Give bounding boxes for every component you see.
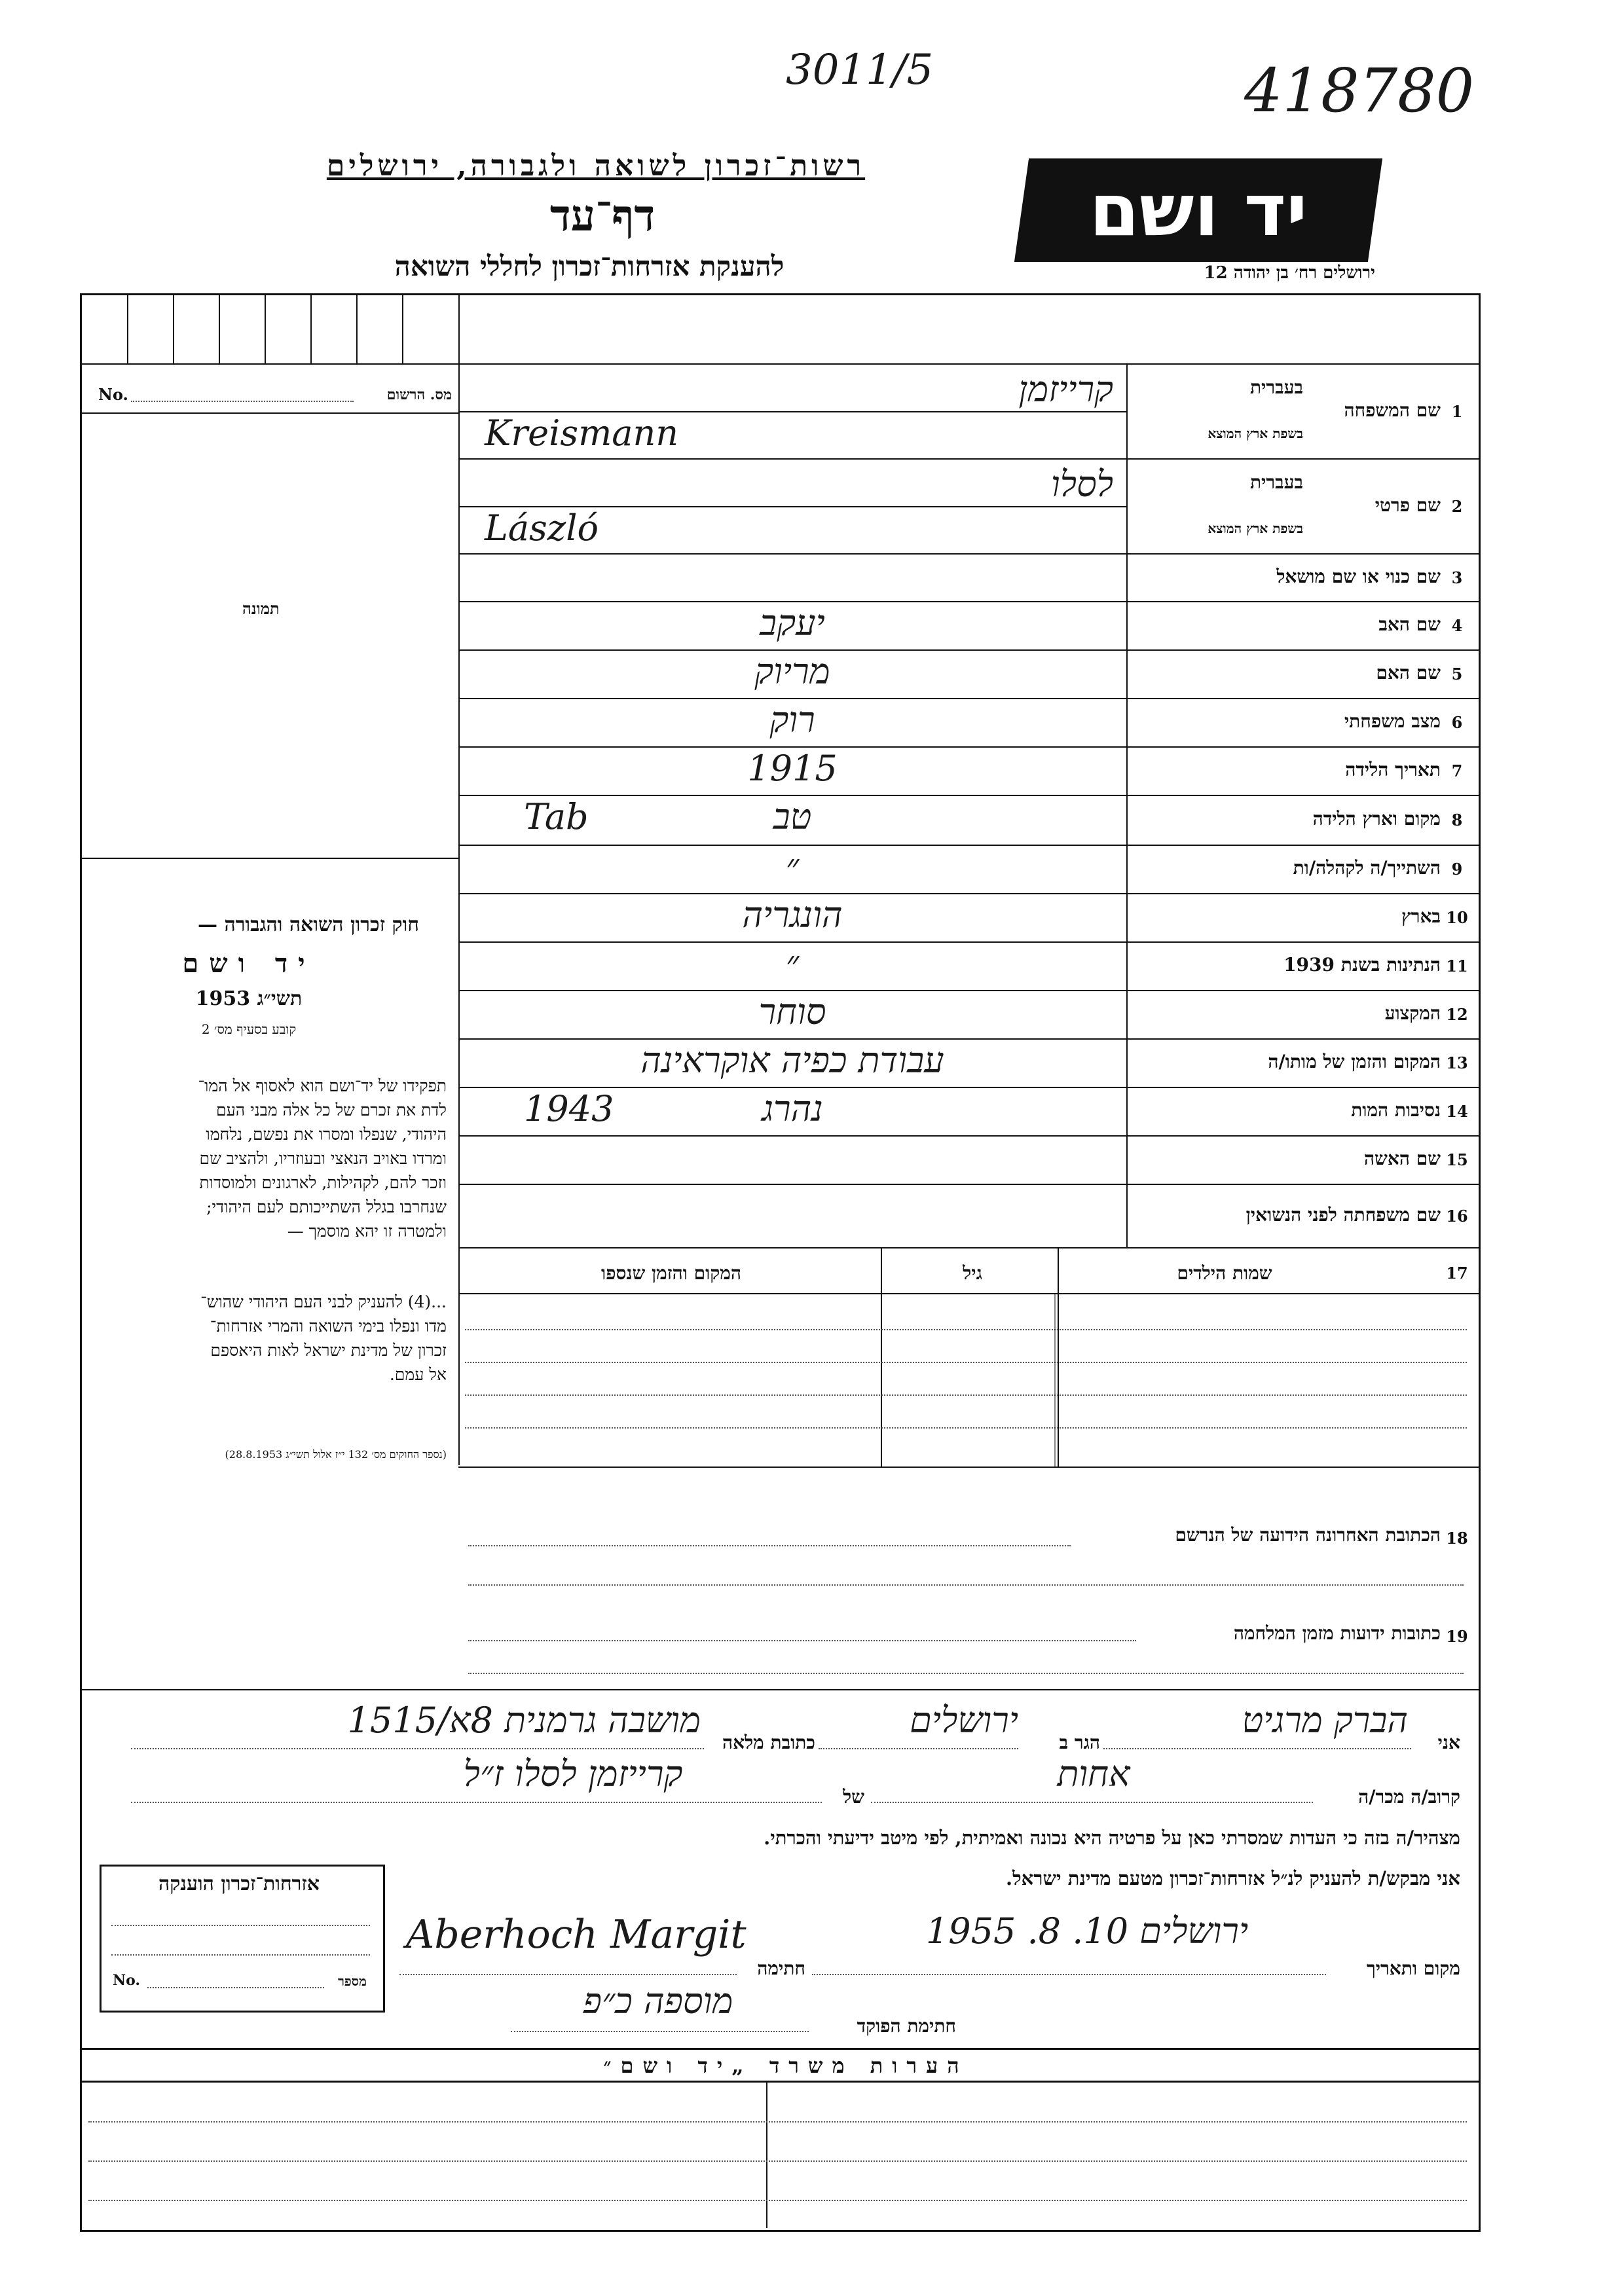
field-label: המקום והזמן של מותו/ה — [1268, 1051, 1441, 1072]
law-title: חוק זכרון השואה והגבורה — — [198, 913, 419, 936]
law-line: אל עמם. — [389, 1365, 447, 1384]
law-line: ...(4) להעניק לבני העם היהודי שהוש־ — [200, 1292, 447, 1311]
decl-statement-1: מצהיר/ה בזה כי העדות שמסרתי כאן על פרטיה היא נכונה ואמיתית, לפי מיטב ידיעתי והכרתי. — [764, 1827, 1460, 1849]
law-name: יד ושם — [182, 948, 316, 979]
field-value-latin: Tab — [524, 796, 589, 837]
row-divider — [458, 553, 1479, 555]
record-number-stamp: 418780 — [1244, 56, 1475, 126]
field-label: הנתינות בשנת 1939 — [1283, 954, 1441, 975]
field-value: ״ — [785, 846, 800, 887]
signature-value: Aberhoch Margit — [406, 1912, 747, 1958]
field-number: 10 — [1446, 908, 1468, 927]
decl-of-label: של — [843, 1786, 864, 1808]
decl-address-label: כתובת מלאה — [722, 1732, 815, 1753]
field-value: 1915 — [747, 748, 838, 789]
law-line: ולמטרה זו יהא מוסמך — — [287, 1222, 447, 1241]
form-title: דף־עד — [549, 190, 655, 241]
field-number: 9 — [1451, 860, 1463, 879]
decl-of-value: קרייזמן לסלו ז״ל — [463, 1753, 683, 1795]
row-divider — [458, 458, 1479, 460]
signature-label: חתימה — [757, 1958, 805, 1979]
field-number: 13 — [1446, 1053, 1468, 1072]
field-number: 17 — [1446, 1264, 1468, 1283]
field-label: שם האב — [1378, 613, 1441, 635]
field-sub-origin: בשפת ארץ המוצא — [1208, 426, 1303, 441]
field-label: המקצוע — [1384, 1002, 1441, 1024]
decl-i-value: הברק מרגיט — [1242, 1700, 1408, 1741]
law-line: זכרון של מדינת ישראל לאות היאספם — [210, 1341, 447, 1360]
decl-i-label: אני — [1437, 1732, 1460, 1753]
decl-relative-value: אחות — [1057, 1753, 1130, 1795]
field-number: 3 — [1451, 568, 1463, 587]
law-line: תפקידו של יד־ושם הוא לאסוף אל המו־ — [198, 1076, 447, 1095]
office-notes-title: הערות משרד „יד ושם״ — [603, 2053, 969, 2078]
children-age-header: גיל — [963, 1262, 982, 1284]
place-date-value: ירושלים 10. 8. 1955 — [925, 1910, 1249, 1952]
logo-address: ירושלים רח׳ בן יהודה 12 — [1204, 263, 1375, 283]
field-value: הונגריה — [742, 894, 843, 936]
field-value: קרייזמן — [1018, 369, 1113, 410]
field-number: 2 — [1451, 496, 1463, 516]
place-date-label: מקום ותאריך — [1366, 1958, 1460, 1979]
law-line: לדת את זכרם של כל אלה מבני העם — [216, 1101, 447, 1120]
field-value: ״ — [785, 943, 800, 984]
cert-box-title: אזרחות־זכרון הוענקה — [158, 1872, 320, 1895]
reg-boxes — [81, 295, 458, 363]
field-number: 6 — [1451, 713, 1463, 732]
field-number: 16 — [1446, 1206, 1468, 1226]
field-value-latin: László — [485, 507, 599, 549]
decl-resides-label: הגר ב — [1059, 1732, 1100, 1753]
field-label: שם האשה — [1363, 1148, 1441, 1169]
form-subtitle: להענקת אזרחות־זכרון לחללי השואה — [394, 250, 784, 282]
field-number: 4 — [1451, 616, 1463, 635]
children-place-header: המקום והזמן שנספו — [601, 1262, 741, 1284]
logo-text: יד ושם — [1089, 168, 1308, 252]
field-label: בארץ — [1401, 905, 1441, 927]
law-line: וזכר להם, לקהילות, לארגונים ולמוסדות — [199, 1173, 447, 1192]
field-number: 12 — [1446, 1005, 1468, 1024]
field-number: 18 — [1446, 1529, 1468, 1548]
decl-relative-label: קרוב/ה מכר/ה — [1358, 1786, 1460, 1808]
field-value: מריוק — [754, 651, 830, 692]
field-label: שם משפחתה לפני הנשואין — [1246, 1203, 1441, 1226]
field-number: 15 — [1446, 1150, 1468, 1169]
law-line: היהודי, שנפלו ומסרו את נפשם, נלחמו — [206, 1125, 447, 1144]
archive-number-stamp: 3011/5 — [786, 46, 934, 94]
field-sub-hebrew: בעברית — [1249, 471, 1303, 493]
law-year: תשי״ג 1953 — [195, 987, 303, 1010]
field-sub-hebrew: בעברית — [1249, 376, 1303, 398]
law-para-1 — [86, 1074, 447, 1243]
law-para-2 — [86, 1290, 447, 1387]
field-label: שם המשפחה — [1344, 399, 1441, 421]
field-value: סוחר — [758, 991, 826, 1032]
law-line: שנחרבו בגלל השתייכותם לעם היהודי; — [206, 1197, 447, 1216]
children-names-header: שמות הילדים — [1177, 1262, 1272, 1284]
reg-no-heb-label: מס. הרשום — [386, 386, 452, 403]
field-value-latin: Kreismann — [485, 412, 679, 454]
field-value: עבודת כפיה אוקראינה — [640, 1040, 944, 1081]
field-label: תאריך הלידה — [1345, 759, 1441, 780]
field-value: לסלו — [1050, 464, 1113, 505]
field-label: השתייך/ה לקהלה/ות — [1293, 857, 1441, 879]
field-number: 11 — [1446, 957, 1468, 975]
reg-no-label: No. — [98, 385, 128, 404]
official-signature-label: חתימת הפוקד — [857, 2015, 956, 2037]
war-addresses-label: כתובות ידועות מזמן המלחמה — [1233, 1622, 1441, 1644]
law-ref: קובע בסעיף מס׳ 2 — [201, 1021, 297, 1037]
field-number: 19 — [1446, 1627, 1468, 1646]
field-value-latin: 1943 — [524, 1088, 614, 1129]
field-number: 14 — [1446, 1102, 1468, 1121]
field-number: 8 — [1451, 811, 1463, 829]
law-line: מדו ונפלו בימי השואה והמרי אזרחות־ — [210, 1317, 447, 1336]
row-divider — [458, 1184, 1479, 1185]
last-address-label: הכתובת האחרונה הידועה של הנרשם — [1175, 1524, 1441, 1546]
yad-vashem-logo — [1014, 158, 1382, 262]
field-value: רוק — [769, 699, 815, 740]
field-value: טב — [773, 796, 812, 837]
decl-statement-2: אני מבקש/ת להעניק לנ״ל אזרחות־זכרון מטעם מדינת ישראל. — [1006, 1867, 1460, 1889]
row-divider — [458, 1135, 1479, 1137]
field-number: 1 — [1451, 401, 1463, 421]
field-number: 7 — [1451, 761, 1463, 780]
photo-label: תמונה — [242, 599, 280, 618]
field-value: נהרג — [762, 1088, 823, 1129]
field-label: שם האם — [1376, 662, 1441, 683]
official-signature-value: מוספה כ״פ — [583, 1980, 733, 2022]
field-label: מצב משפחתי — [1344, 710, 1441, 732]
law-footnote: (נספר החוקים מס׳ 132 י״ז אלול תשי״ג 28.8.1953) — [225, 1448, 447, 1461]
field-number: 5 — [1451, 665, 1463, 683]
field-value: יעקב — [760, 602, 825, 644]
decl-address-value: מושבה גרמנית 8א/1515 — [347, 1700, 701, 1741]
law-line: ומרדו באויב הנאצי ובעוזריו, ולהציב שם — [199, 1149, 447, 1168]
field-label: נסיבות המות — [1351, 1099, 1441, 1121]
field-label: שם פרטי — [1375, 494, 1441, 516]
cert-no-label: No. — [113, 1972, 141, 1989]
decl-resides-value: ירושלים — [910, 1700, 1018, 1741]
field-sub-origin: בשפת ארץ המוצא — [1208, 520, 1303, 536]
field-label: שם כנוי או שם מושאל — [1276, 565, 1441, 587]
cert-no-heb: מספר — [338, 1973, 367, 1989]
field-label: מקום וארץ הלידה — [1312, 808, 1441, 829]
authority-heading: רשות־זכרון לשואה ולגבורה, ירושלים — [326, 149, 866, 183]
